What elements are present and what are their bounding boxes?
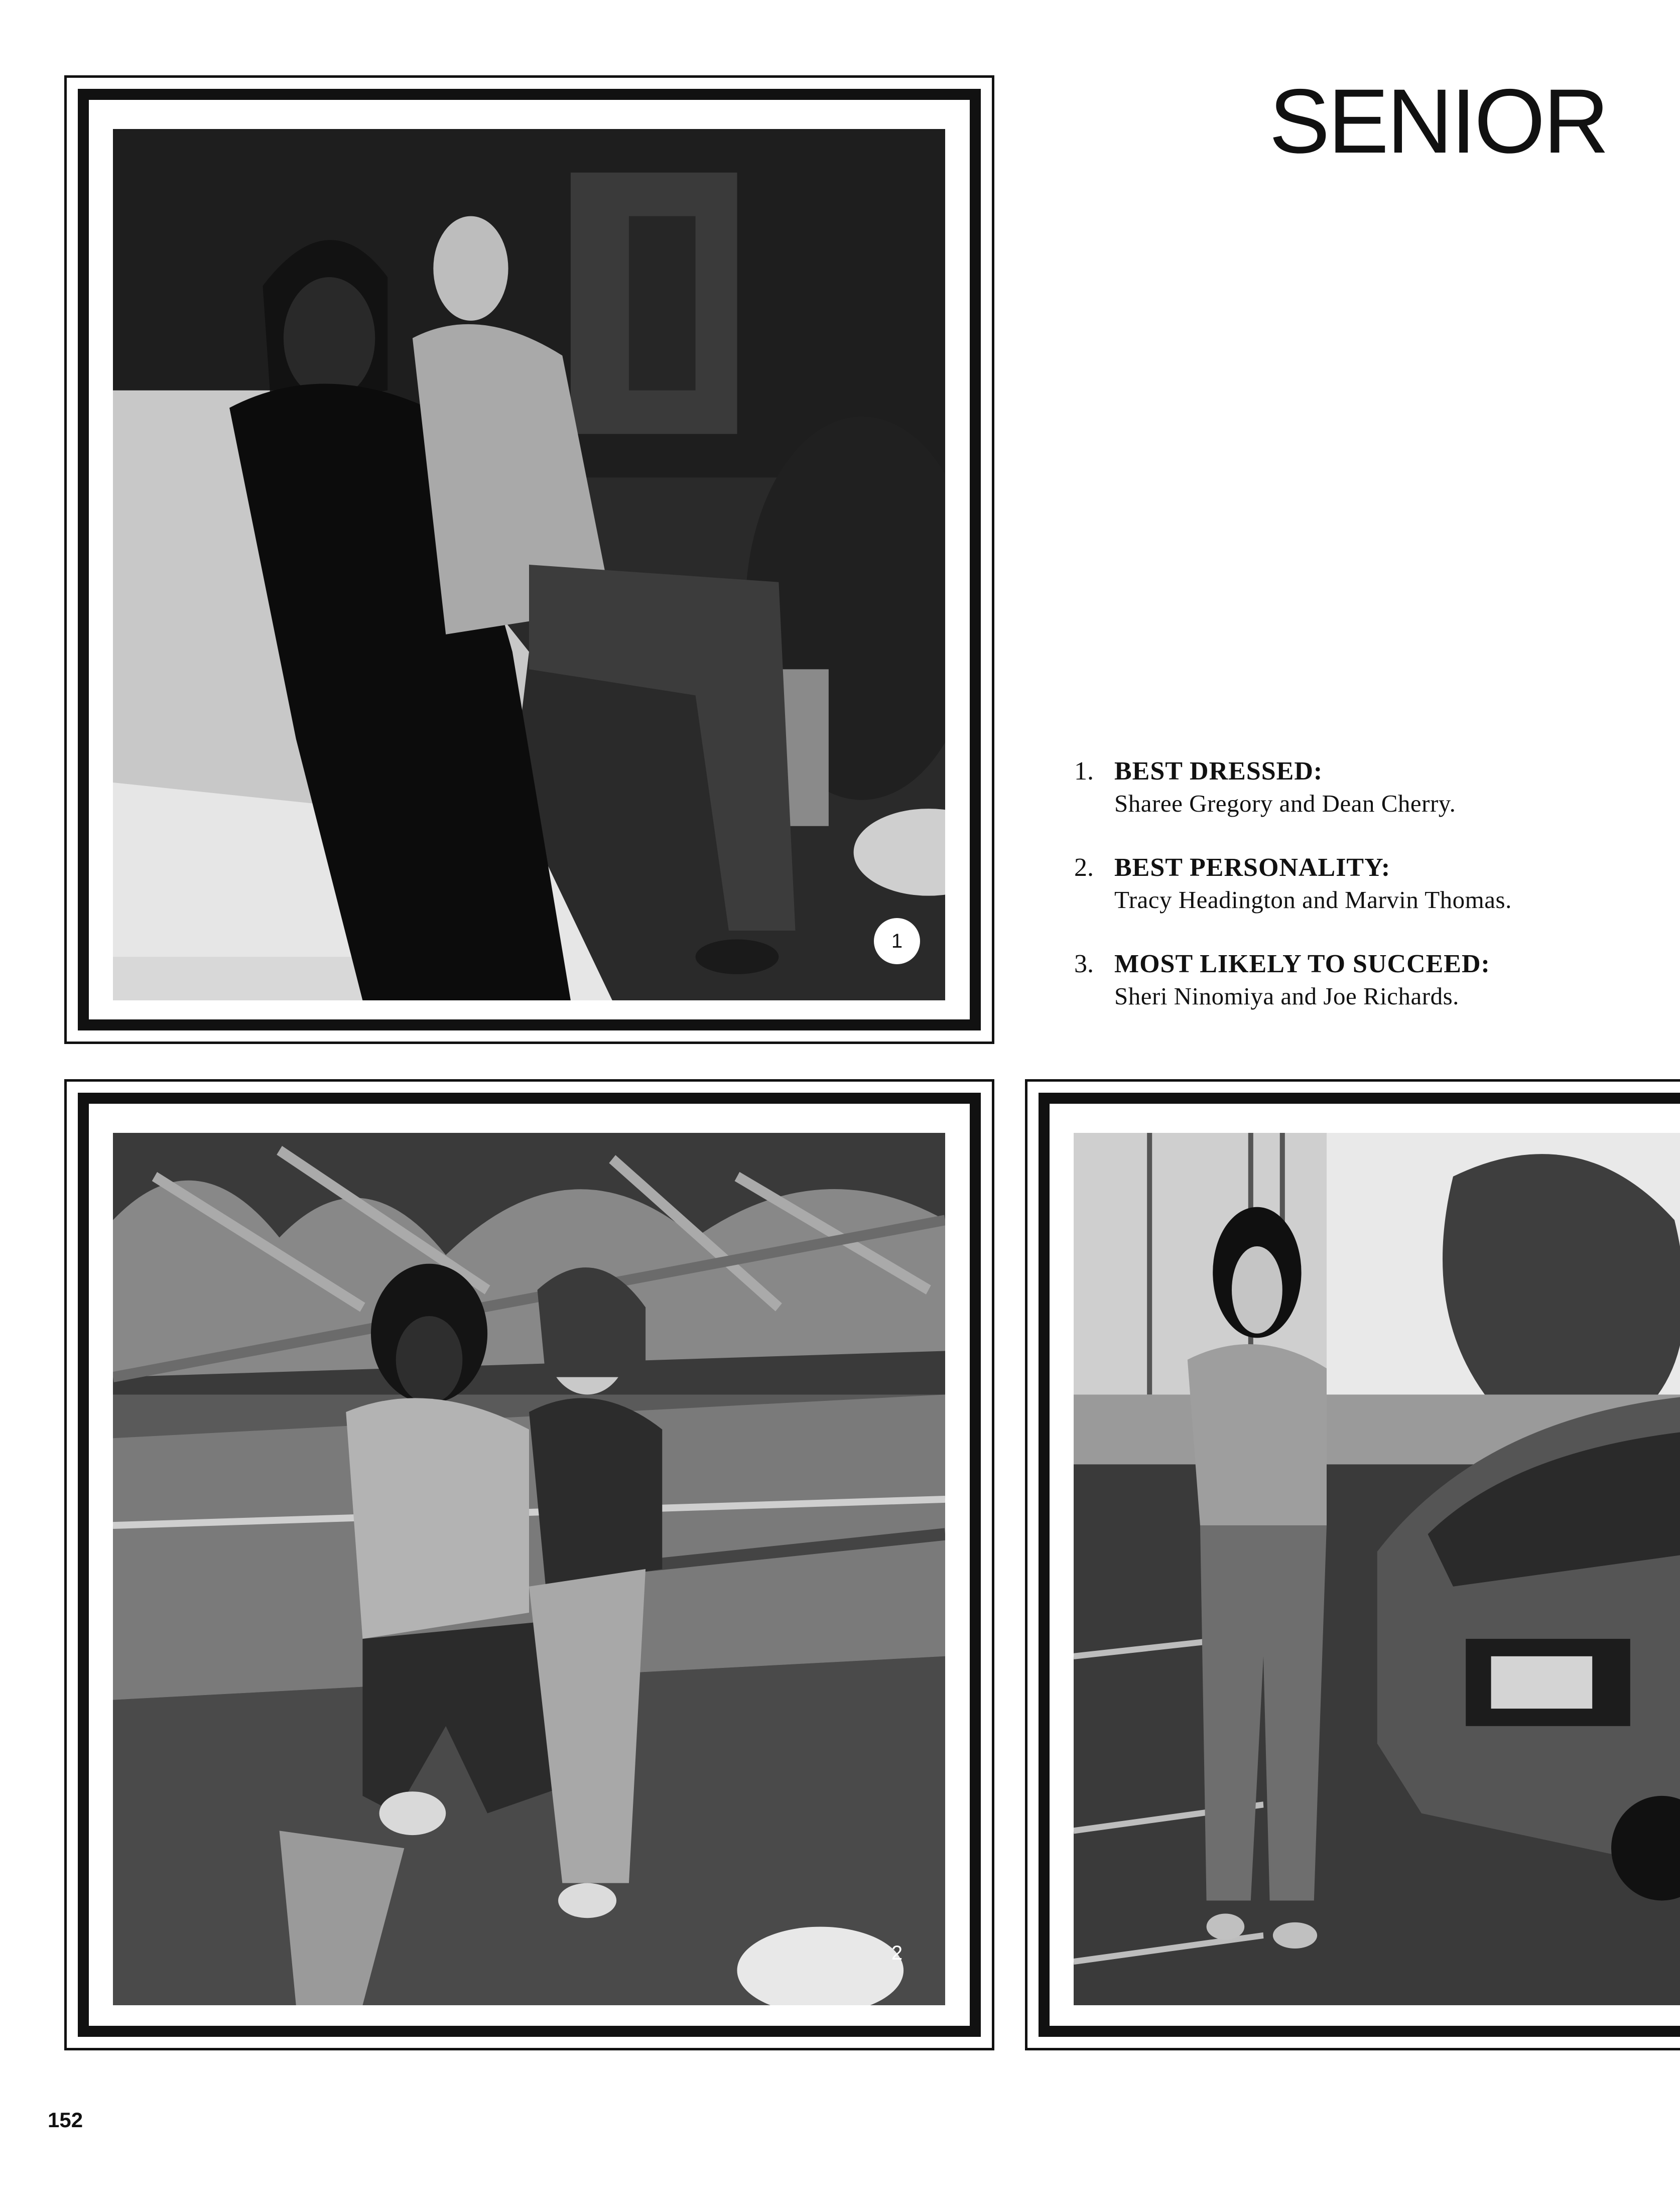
caption-heading: BEST PERSONALITY: xyxy=(1114,853,1391,882)
photo-frame-1 xyxy=(64,75,994,1044)
caption-names: Sheri Ninomiya and Joe Richards. xyxy=(1114,982,1459,1010)
photo-frame-2 xyxy=(64,1079,994,2050)
caption-number: 3. xyxy=(1074,950,1094,978)
photo-1-image xyxy=(113,129,945,1000)
photo-2-image xyxy=(113,1133,945,2005)
caption-number: 2. xyxy=(1074,853,1094,882)
caption-heading: MOST LIKELY TO SUCCEED: xyxy=(1114,950,1490,978)
caption-heading: BEST DRESSED: xyxy=(1114,757,1323,786)
photo-frame-3 xyxy=(1025,1079,1680,2050)
page-title: SENIOR xyxy=(1269,70,1607,172)
caption-names: Sharee Gregory and Dean Cherry. xyxy=(1114,790,1456,817)
photo-couple-sofa xyxy=(113,129,945,1000)
caption-item xyxy=(1074,755,1626,820)
caption-item xyxy=(1074,852,1626,916)
photo-badge-2: 2 xyxy=(891,1941,903,1964)
photo-frame-inner-3 xyxy=(1039,1093,1680,2037)
photo-3-image xyxy=(1074,1133,1680,2005)
photo-couple-railing xyxy=(113,1133,945,2005)
page-number: 152 xyxy=(48,2108,83,2132)
caption-number: 1. xyxy=(1074,757,1094,786)
caption-names: Tracy Headington and Marvin Thomas. xyxy=(1114,886,1512,914)
photo-frame-inner-2 xyxy=(78,1093,981,2037)
photo-badge-1: 1 xyxy=(874,918,920,964)
captions-list xyxy=(1074,755,1626,1045)
photo-woman-car xyxy=(1074,1133,1680,2005)
photo-frame-inner-1 xyxy=(78,89,981,1030)
caption-item xyxy=(1074,948,1626,1012)
